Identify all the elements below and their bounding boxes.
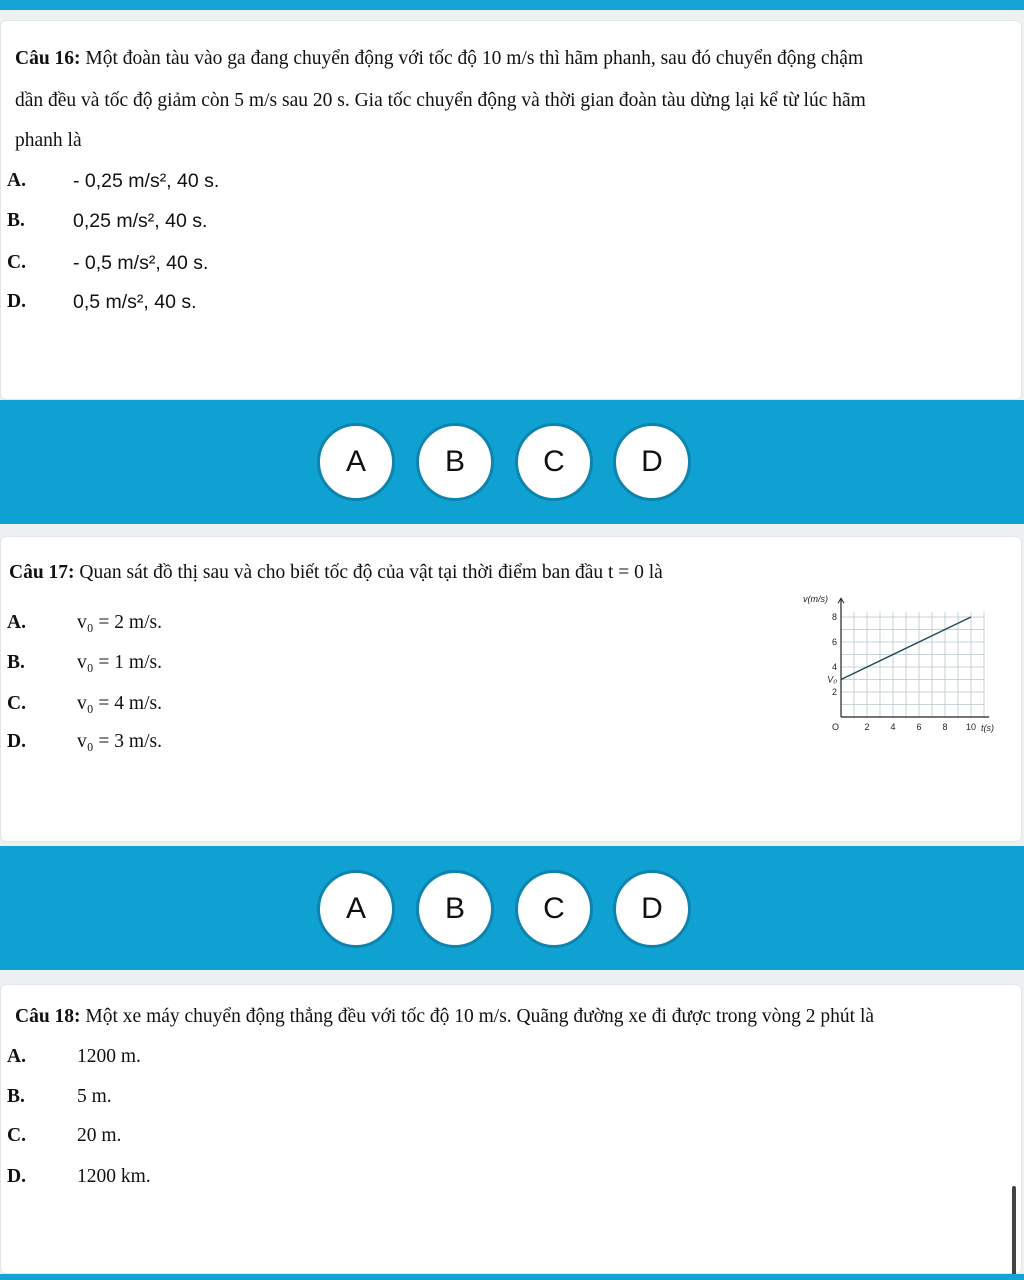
velocity-time-chart xyxy=(791,585,1021,745)
option-value: - 0,25 m/s², 40 s. xyxy=(73,170,220,192)
question-18-text: Một xe máy chuyển động thẳng đều với tốc độ 10 m/s. Quãng đường xe đi được trong vòng 2 phút là xyxy=(85,1006,875,1027)
q18-option-a[interactable] xyxy=(7,1043,407,1071)
answer-a-button[interactable]: A xyxy=(317,423,395,501)
answer-c-button[interactable]: C xyxy=(515,423,593,501)
option-letter: A. xyxy=(7,1046,26,1067)
option-value: v₀ = 1 m/s. xyxy=(77,652,162,673)
question-16-line2: dần đều và tốc độ giảm còn 5 m/s sau 20 s. Gia tốc chuyển động và thời gian đoàn tàu dừng lại kể từ lúc hãm xyxy=(15,90,866,111)
x-axis-label: t(s) xyxy=(981,723,994,733)
q17-option-a[interactable] xyxy=(7,609,407,637)
question-16-text-1: Một đoàn tàu vào ga đang chuyển động với tốc độ 10 m/s thì hãm phanh, sau đó chuyển động chậm xyxy=(85,48,864,69)
y-tick-label: 8 xyxy=(831,612,837,622)
answer-d-button[interactable]: D xyxy=(613,423,691,501)
option-letter: A. xyxy=(7,612,26,633)
option-value: v₀ = 3 m/s. xyxy=(77,731,162,752)
question-18-card xyxy=(0,984,1022,1274)
origin-label: O xyxy=(832,722,840,732)
option-letter: D. xyxy=(7,1166,26,1187)
answer-c-button[interactable]: C xyxy=(515,870,593,948)
option-value: 1200 km. xyxy=(77,1166,151,1187)
y-tick-label: 4 xyxy=(831,662,837,672)
x-tick-label: 10 xyxy=(965,722,977,732)
answer-a-button[interactable]: A xyxy=(317,870,395,948)
answer-b-button[interactable]: B xyxy=(416,870,494,948)
question-18-label: Câu 18: xyxy=(15,1006,81,1027)
q16-option-d[interactable] xyxy=(7,288,407,316)
question-16-card xyxy=(0,20,1022,400)
answer-band-2 xyxy=(0,846,1024,970)
option-letter: B. xyxy=(7,652,25,673)
q16-option-b[interactable] xyxy=(7,207,407,235)
bottom-accent-bar xyxy=(0,1274,1024,1280)
x-tick-label: 8 xyxy=(942,722,948,732)
option-value: 1200 m. xyxy=(77,1046,141,1067)
option-letter: A. xyxy=(7,170,26,191)
question-17-text: Quan sát đồ thị sau và cho biết tốc độ của vật tại thời điểm ban đầu t = 0 là xyxy=(79,562,663,583)
question-16-line3: phanh là xyxy=(15,130,82,151)
answer-d-button[interactable]: D xyxy=(613,870,691,948)
option-value: v₀ = 2 m/s. xyxy=(77,612,162,633)
option-letter: C. xyxy=(7,1125,26,1146)
x-tick-label: 6 xyxy=(916,722,922,732)
x-tick-label: 2 xyxy=(864,722,870,732)
option-value: - 0,5 m/s², 40 s. xyxy=(73,252,209,274)
option-letter: B. xyxy=(7,1086,25,1107)
option-letter: C. xyxy=(7,693,26,714)
question-17-label: Câu 17: xyxy=(9,562,75,583)
option-letter: D. xyxy=(7,291,26,312)
question-17-line xyxy=(9,557,663,589)
q17-option-c[interactable] xyxy=(7,690,407,718)
y-axis-label: v(m/s) xyxy=(803,594,828,604)
answer-band-1 xyxy=(0,400,1024,524)
option-value: 5 m. xyxy=(77,1086,112,1107)
option-value: v₀ = 4 m/s. xyxy=(77,693,162,714)
q18-option-d[interactable] xyxy=(7,1163,407,1191)
q18-option-b[interactable] xyxy=(7,1083,407,1111)
question-17-card xyxy=(0,536,1022,842)
scrollbar-thumb[interactable] xyxy=(1012,1186,1016,1280)
option-letter: B. xyxy=(7,210,25,231)
question-18-line xyxy=(15,1001,874,1033)
q17-option-d[interactable] xyxy=(7,728,407,756)
question-16-line1 xyxy=(15,43,863,75)
top-accent-bar xyxy=(0,0,1024,10)
option-letter: C. xyxy=(7,252,26,273)
answer-b-button[interactable]: B xyxy=(416,423,494,501)
x-tick-label: 4 xyxy=(890,722,896,732)
v0-label: V₀ xyxy=(827,674,837,685)
option-letter: D. xyxy=(7,731,26,752)
y-tick-label: 2 xyxy=(831,687,837,697)
option-value: 20 m. xyxy=(77,1125,122,1146)
q16-option-c[interactable] xyxy=(7,249,407,277)
option-value: 0,5 m/s², 40 s. xyxy=(73,291,197,313)
q16-option-a[interactable] xyxy=(7,167,407,195)
q18-option-c[interactable] xyxy=(7,1122,407,1150)
y-tick-label: 6 xyxy=(831,637,837,647)
option-value: 0,25 m/s², 40 s. xyxy=(73,210,208,232)
question-16-label: Câu 16: xyxy=(15,48,81,69)
q17-option-b[interactable] xyxy=(7,649,407,677)
